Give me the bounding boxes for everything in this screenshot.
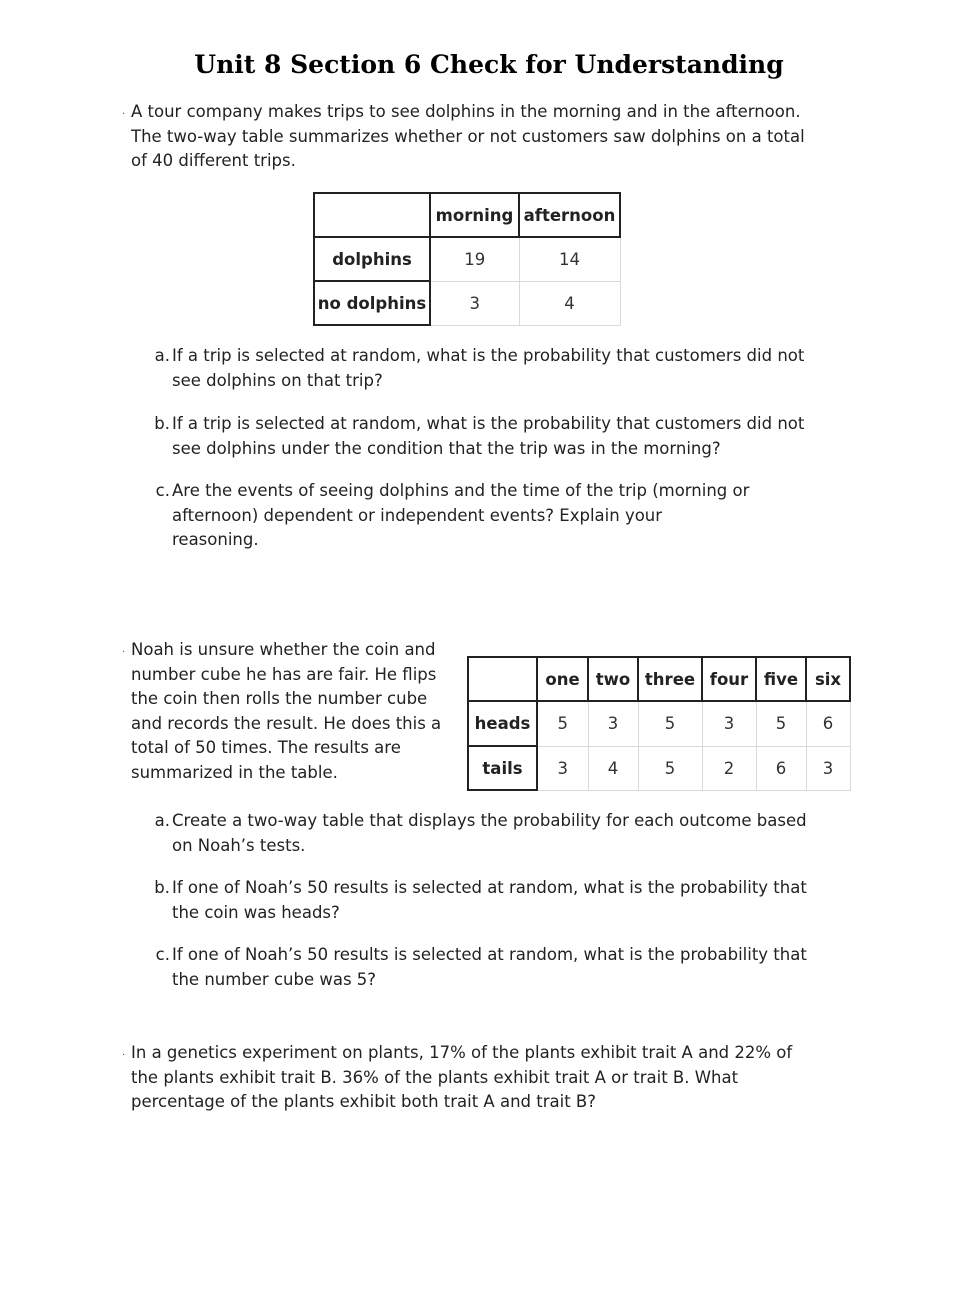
table-cell: 3 (702, 701, 756, 746)
table-cell: 3 (806, 746, 850, 790)
question-2-marker: . (122, 644, 126, 655)
table-cell: 14 (519, 237, 620, 281)
question-1-marker: . (122, 106, 126, 117)
part-text: Are the events of seeing dolphins and the time of the trip (morning or afternoon) dependent or independent events? Explain your reasoning. (172, 481, 750, 549)
part-letter: c. (155, 945, 170, 964)
part-letter: c. (155, 481, 170, 500)
part-letter: b. (154, 878, 170, 897)
table-corner-cell (314, 193, 430, 237)
row-header-heads: heads (468, 701, 537, 746)
row-header-no-dolphins: no dolphins (314, 281, 430, 325)
part-letter: b. (154, 414, 170, 433)
table-cell: 4 (519, 281, 620, 325)
question-2-text: Noah is unsure whether the coin and number cube he has are fair. He flips the coin then rolls the number cube and records the result. He does this a total of 50 times. The results are summarized in the table. (131, 640, 442, 782)
table-cell: 2 (702, 746, 756, 790)
part-text: If one of Noah’s 50 results is selected at random, what is the probability that the coin was heads? (172, 878, 807, 922)
dolphins-table (313, 192, 621, 326)
part-text: If a trip is selected at random, what is the probability that customers did not see dolphins on that trip? (172, 346, 805, 390)
question-3-text: In a genetics experiment on plants, 17% of the plants exhibit trait A and 22% of the plants exhibit trait B. 36% of the plants exhibit trait A or trait B. What percentage of the plants exhibit both trait A and trait B? (131, 1043, 793, 1111)
coin-cube-table (467, 656, 851, 791)
part-letter: a. (154, 811, 170, 830)
column-header-six: six (806, 657, 850, 701)
column-header-one: one (537, 657, 588, 701)
table-cell: 19 (430, 237, 519, 281)
table-cell: 5 (537, 701, 588, 746)
row-header-tails: tails (468, 746, 537, 790)
part-text: If one of Noah’s 50 results is selected at random, what is the probability that the number cube was 5? (172, 945, 807, 989)
table-cell: 3 (430, 281, 519, 325)
page-title: Unit 8 Section 6 Check for Understanding (194, 50, 784, 79)
table-cell: 5 (638, 701, 702, 746)
column-header-three: three (638, 657, 702, 701)
question-3-marker: . (122, 1047, 126, 1058)
table-cell: 3 (588, 701, 638, 746)
column-header-afternoon: afternoon (519, 193, 620, 237)
part-text: If a trip is selected at random, what is the probability that customers did not see dolphins under the condition that the trip was in the morning? (172, 414, 805, 458)
table-cell: 6 (756, 746, 806, 790)
table-cell: 5 (756, 701, 806, 746)
table-cell: 4 (588, 746, 638, 790)
column-header-four: four (702, 657, 756, 701)
column-header-five: five (756, 657, 806, 701)
table-cell: 6 (806, 701, 850, 746)
question-1-text: A tour company makes trips to see dolphins in the morning and in the afternoon. The two-way table summarizes whether or not customers saw dolphins on a total of 40 different trips. (131, 102, 805, 170)
part-text: Create a two-way table that displays the probability for each outcome based on Noah’s tests. (172, 811, 807, 855)
table-cell: 3 (537, 746, 588, 790)
part-letter: a. (154, 346, 170, 365)
table-corner-cell (468, 657, 537, 701)
column-header-two: two (588, 657, 638, 701)
table-cell: 5 (638, 746, 702, 790)
row-header-dolphins: dolphins (314, 237, 430, 281)
column-header-morning: morning (430, 193, 519, 237)
